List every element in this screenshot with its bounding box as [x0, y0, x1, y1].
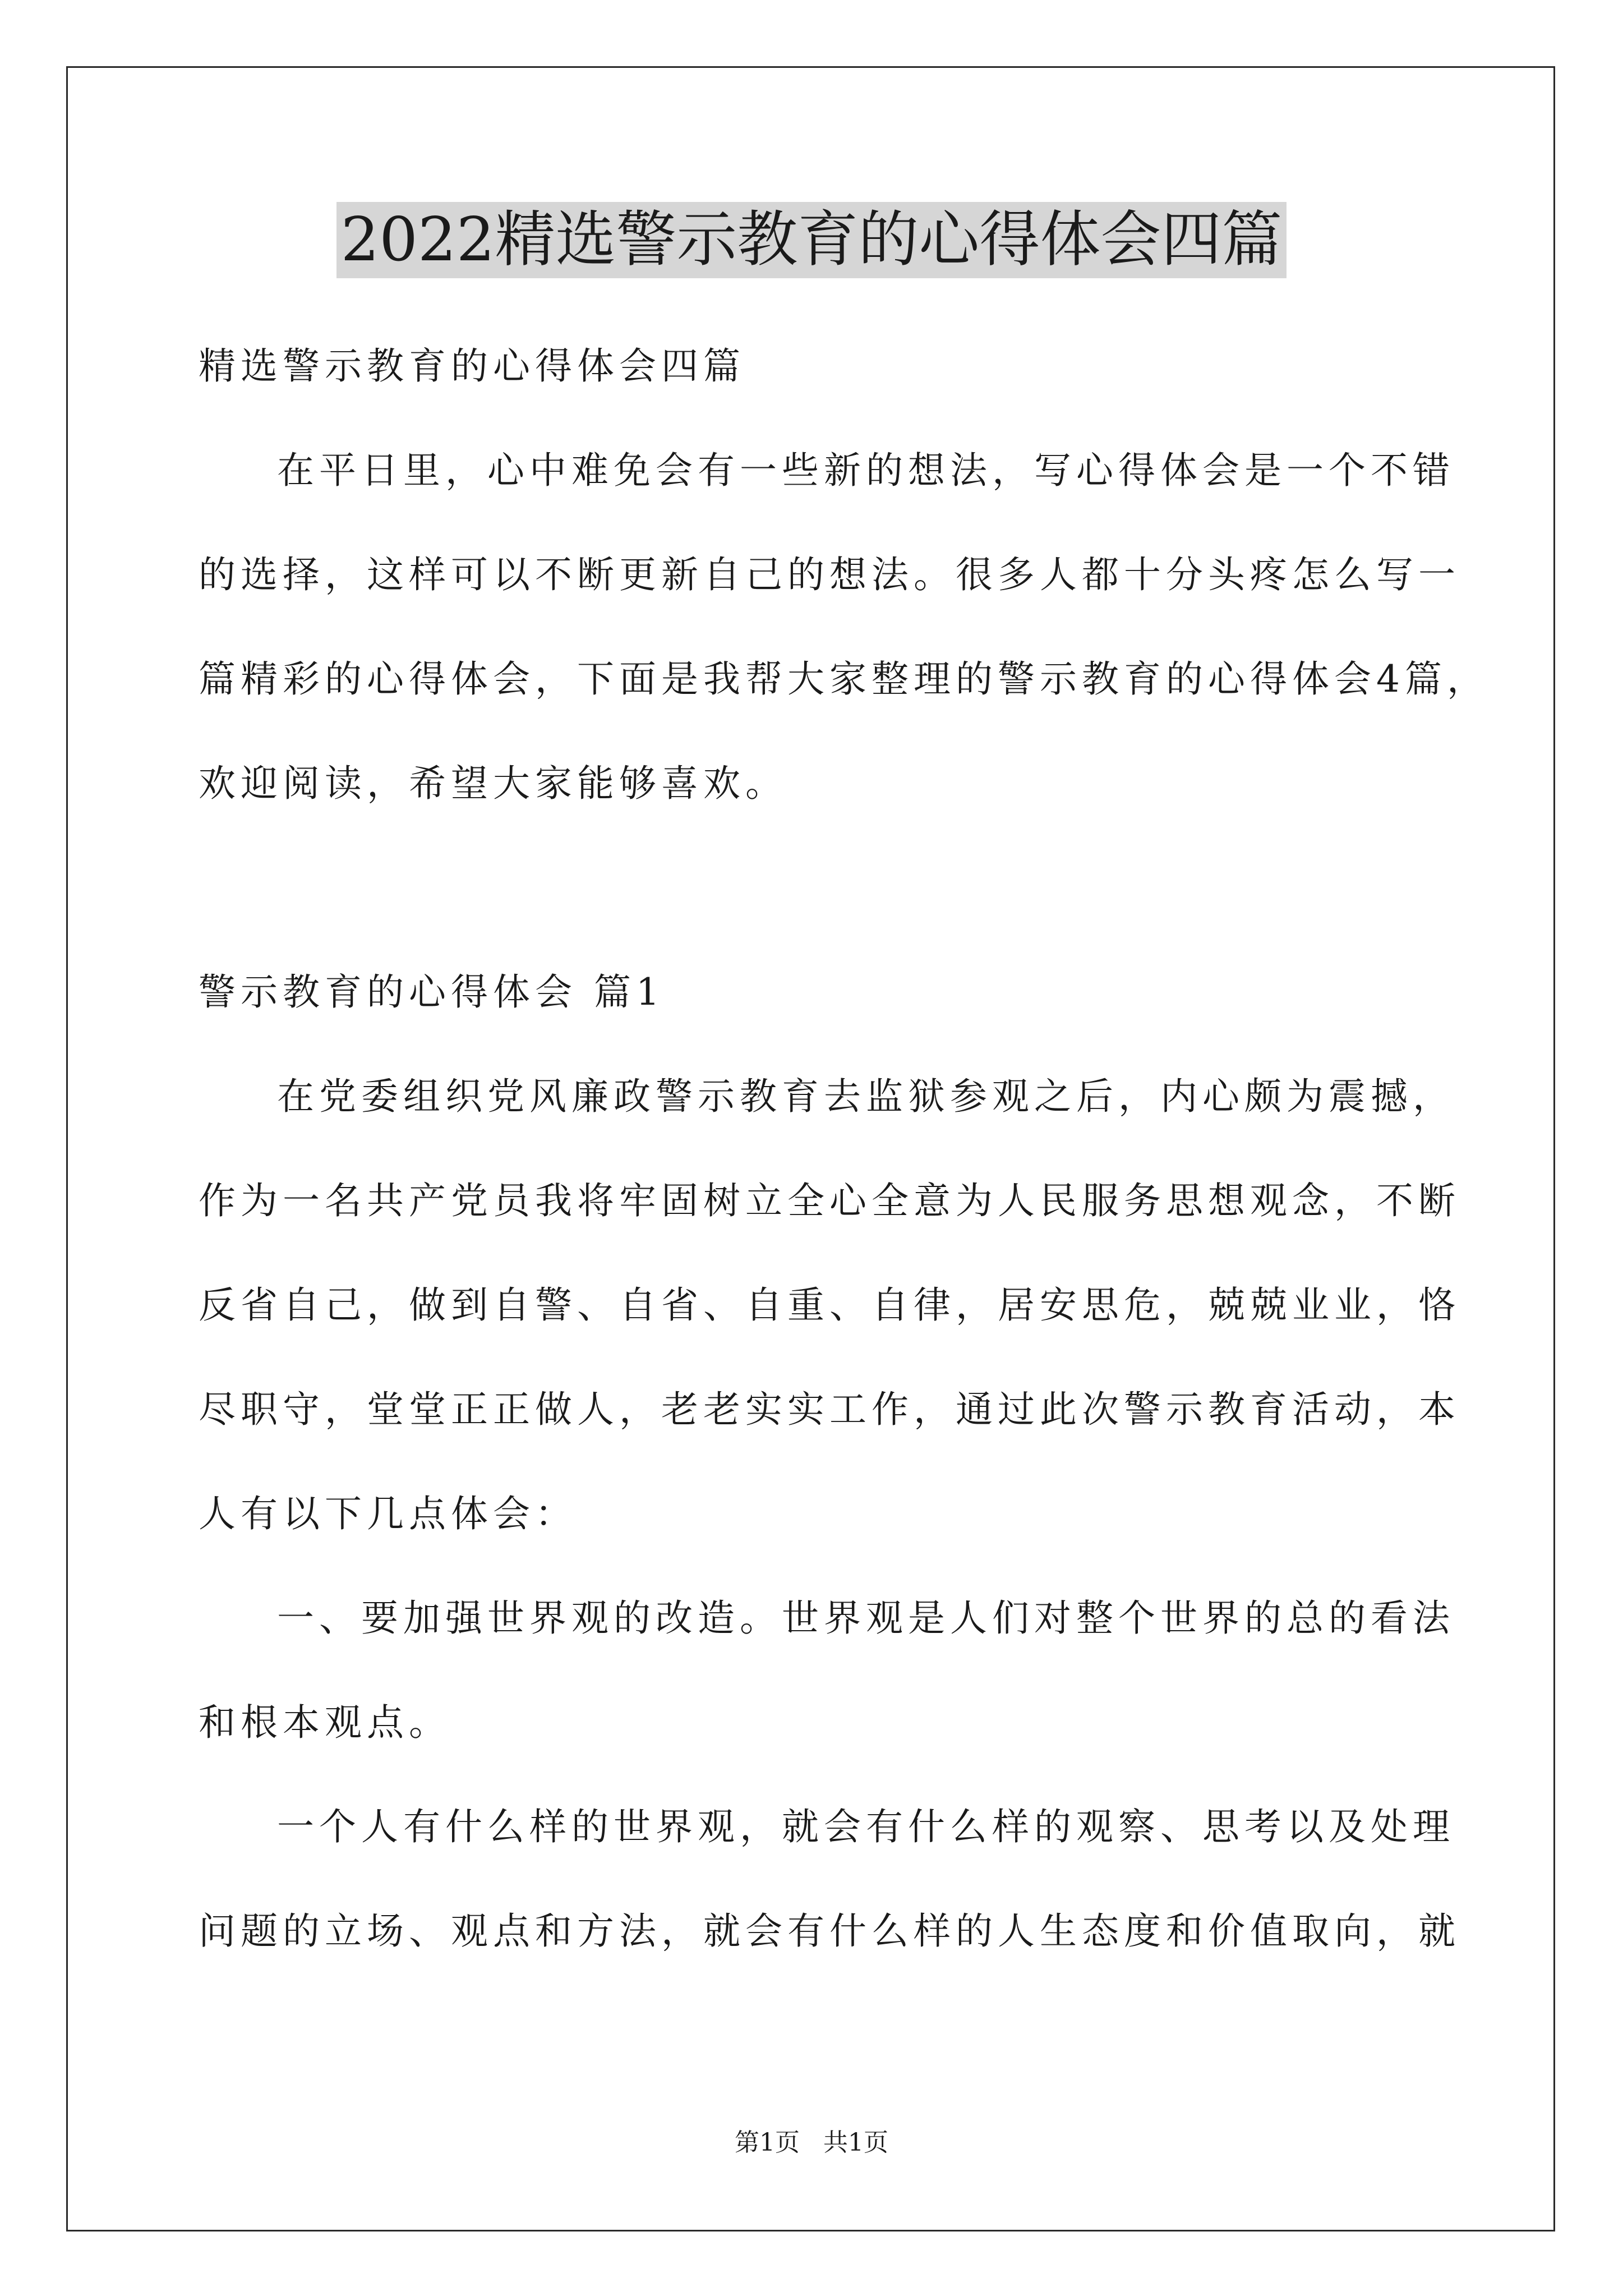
section-heading: 警示教育的心得体会 篇1	[199, 970, 665, 1014]
document-body	[199, 314, 1489, 1984]
paragraph-line: 反省自己，做到自警、自省、自重、自律，居安思危，兢兢业业，恪	[199, 1283, 1460, 1327]
paragraph-line: 作为一名共产党员我将牢固树立全心全意为人民服务思想观念，不断	[199, 1179, 1460, 1222]
title-wrap	[0, 202, 1623, 278]
paragraph-line: 问题的立场、观点和方法，就会有什么样的人生态度和价值取向，就	[199, 1910, 1460, 1953]
paragraph-line: 一、要加强世界观的改造。世界观是人们对整个世界的总的看法	[277, 1596, 1455, 1640]
paragraph-line: 在平日里，心中难免会有一些新的想法，写心得体会是一个不错	[277, 449, 1455, 492]
paragraph-line: 的选择，这样可以不断更新自己的想法。很多人都十分头疼怎么写一	[199, 553, 1460, 596]
paragraph-line: 人有以下几点体会：	[199, 1492, 577, 1535]
paragraph-line: 尽职守，堂堂正正做人，老老实实工作，通过此次警示教育活动，本	[199, 1388, 1460, 1431]
page-footer: 第1页 共1页	[735, 2128, 888, 2157]
subtitle: 精选警示教育的心得体会四篇	[199, 344, 745, 388]
paragraph-line: 在党委组织党风廉政警示教育去监狱参观之后，内心颇为震撼，	[277, 1075, 1455, 1118]
paragraph-line: 一个人有什么样的世界观，就会有什么样的观察、思考以及处理	[277, 1805, 1455, 1848]
document-title: 2022精选警示教育的心得体会四篇	[336, 202, 1287, 278]
spacer	[199, 836, 1441, 940]
paragraph-line: 欢迎阅读，希望大家能够喜欢。	[199, 762, 787, 805]
paragraph-line: 篇精彩的心得体会，下面是我帮大家整理的警示教育的心得体会4篇，	[199, 657, 1489, 701]
paragraph-line: 和根本观点。	[199, 1701, 451, 1744]
